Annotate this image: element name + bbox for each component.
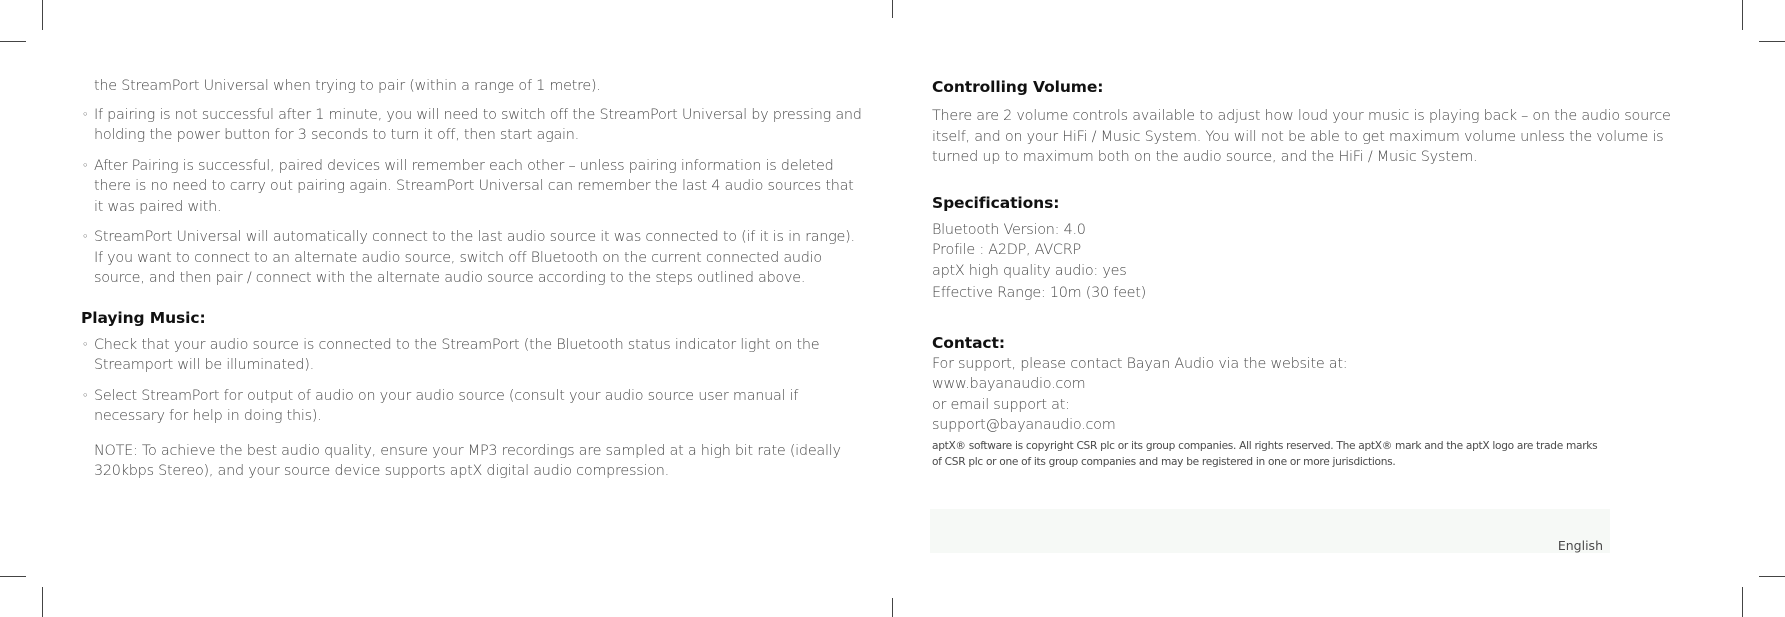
footer-language: English xyxy=(1557,538,1603,553)
playing-music-heading: Playing Music: xyxy=(81,308,206,327)
contact-email: support@bayanaudio.com xyxy=(932,417,1116,433)
volume-text: There are 2 volume controls available to adjust how loud your music is playing back – on the audio source itself, and on your HiFi / Music System. You will not be able to get maximum volume unless the volume is turned up to maximum both on the audio source, and the HiFi / Music System. xyxy=(932,108,1671,165)
crop-mark xyxy=(0,576,26,577)
left-page xyxy=(82,76,862,482)
crop-mark xyxy=(892,598,893,617)
crop-mark xyxy=(42,0,43,30)
crop-mark xyxy=(892,0,893,18)
list-item xyxy=(82,335,862,376)
specifications-heading: Specifications: xyxy=(932,193,1060,212)
legal-text: of CSR plc or one of its group companies and may be registered in one or more jurisdictions. xyxy=(932,455,1396,468)
list-item xyxy=(82,227,862,289)
note-text: NOTE: To achieve the best audio quality, ensure your MP3 recordings are sampled at a high bit rate (ideally 320kbps Stereo), and your source device supports aptX digital audio compression. xyxy=(94,442,841,479)
spec-range: Effective Range: 10m (30 feet) xyxy=(932,285,1147,301)
legal-text: aptX® software is copyright CSR plc or its group companies. All rights reserved. The aptX® mark and the aptX logo are trade marks xyxy=(932,439,1598,452)
bullet-icon: ◦ xyxy=(82,337,89,351)
crop-mark xyxy=(1742,587,1743,617)
contact-line: or email support at: xyxy=(932,396,1070,413)
crop-mark xyxy=(1759,41,1785,42)
list-item xyxy=(82,386,862,427)
bullet-text: StreamPort Universal will automatically connect to the last audio source it was connected to (if it is in range). If you want to connect to an alternate audio source, switch off Bluetooth on the current connected audio source, and then pair / connect with the alternate audio source according to the steps outlined above. xyxy=(94,229,855,286)
bullet-text: After Pairing is successful, paired devices will remember each other – unless pairing information is deleted there is no need to carry out pairing again. StreamPort Universal can remember the last 4 audio sources that it was paired with. xyxy=(94,157,854,215)
controlling-volume-heading: Controlling Volume: xyxy=(932,78,1104,96)
contact-website: www.bayanaudio.com xyxy=(932,376,1086,392)
contact-heading: Contact: xyxy=(932,333,1005,352)
bullet-icon: ◦ xyxy=(82,107,89,121)
continuation-text: the StreamPort Universal when trying to pair (within a range of 1 metre). xyxy=(94,78,601,94)
crop-mark xyxy=(1759,576,1785,577)
contact-line: For support, please contact Bayan Audio via the website at: xyxy=(932,355,1348,372)
bullet-icon: ◦ xyxy=(82,158,89,172)
list-item xyxy=(82,105,862,146)
crop-mark xyxy=(1742,0,1743,30)
crop-mark xyxy=(0,41,26,42)
bullet-icon: ◦ xyxy=(82,230,89,243)
spec-aptx: aptX high quality audio: yes xyxy=(932,262,1127,279)
bullet-icon: ◦ xyxy=(82,388,89,402)
spec-profile: Profile : A2DP, AVCRP xyxy=(932,242,1081,258)
right-page xyxy=(932,76,1712,470)
bullet-text: If pairing is not successful after 1 minute, you will need to switch off the StreamPort Universal by pressing and holding the power button for 3 seconds to turn it off, then start again. xyxy=(94,106,862,143)
bullet-text: Check that your audio source is connected to the StreamPort (the Bluetooth status indicator light on the Streamport will be illuminated). xyxy=(94,336,820,373)
background-band xyxy=(930,509,1610,553)
bullet-text: Select StreamPort for output of audio on your audio source (consult your audio source user manual if necessary for help in doing this). xyxy=(94,387,799,424)
crop-mark xyxy=(42,587,43,617)
spec-bluetooth: Bluetooth Version: 4.0 xyxy=(932,221,1086,238)
list-item xyxy=(82,156,862,218)
